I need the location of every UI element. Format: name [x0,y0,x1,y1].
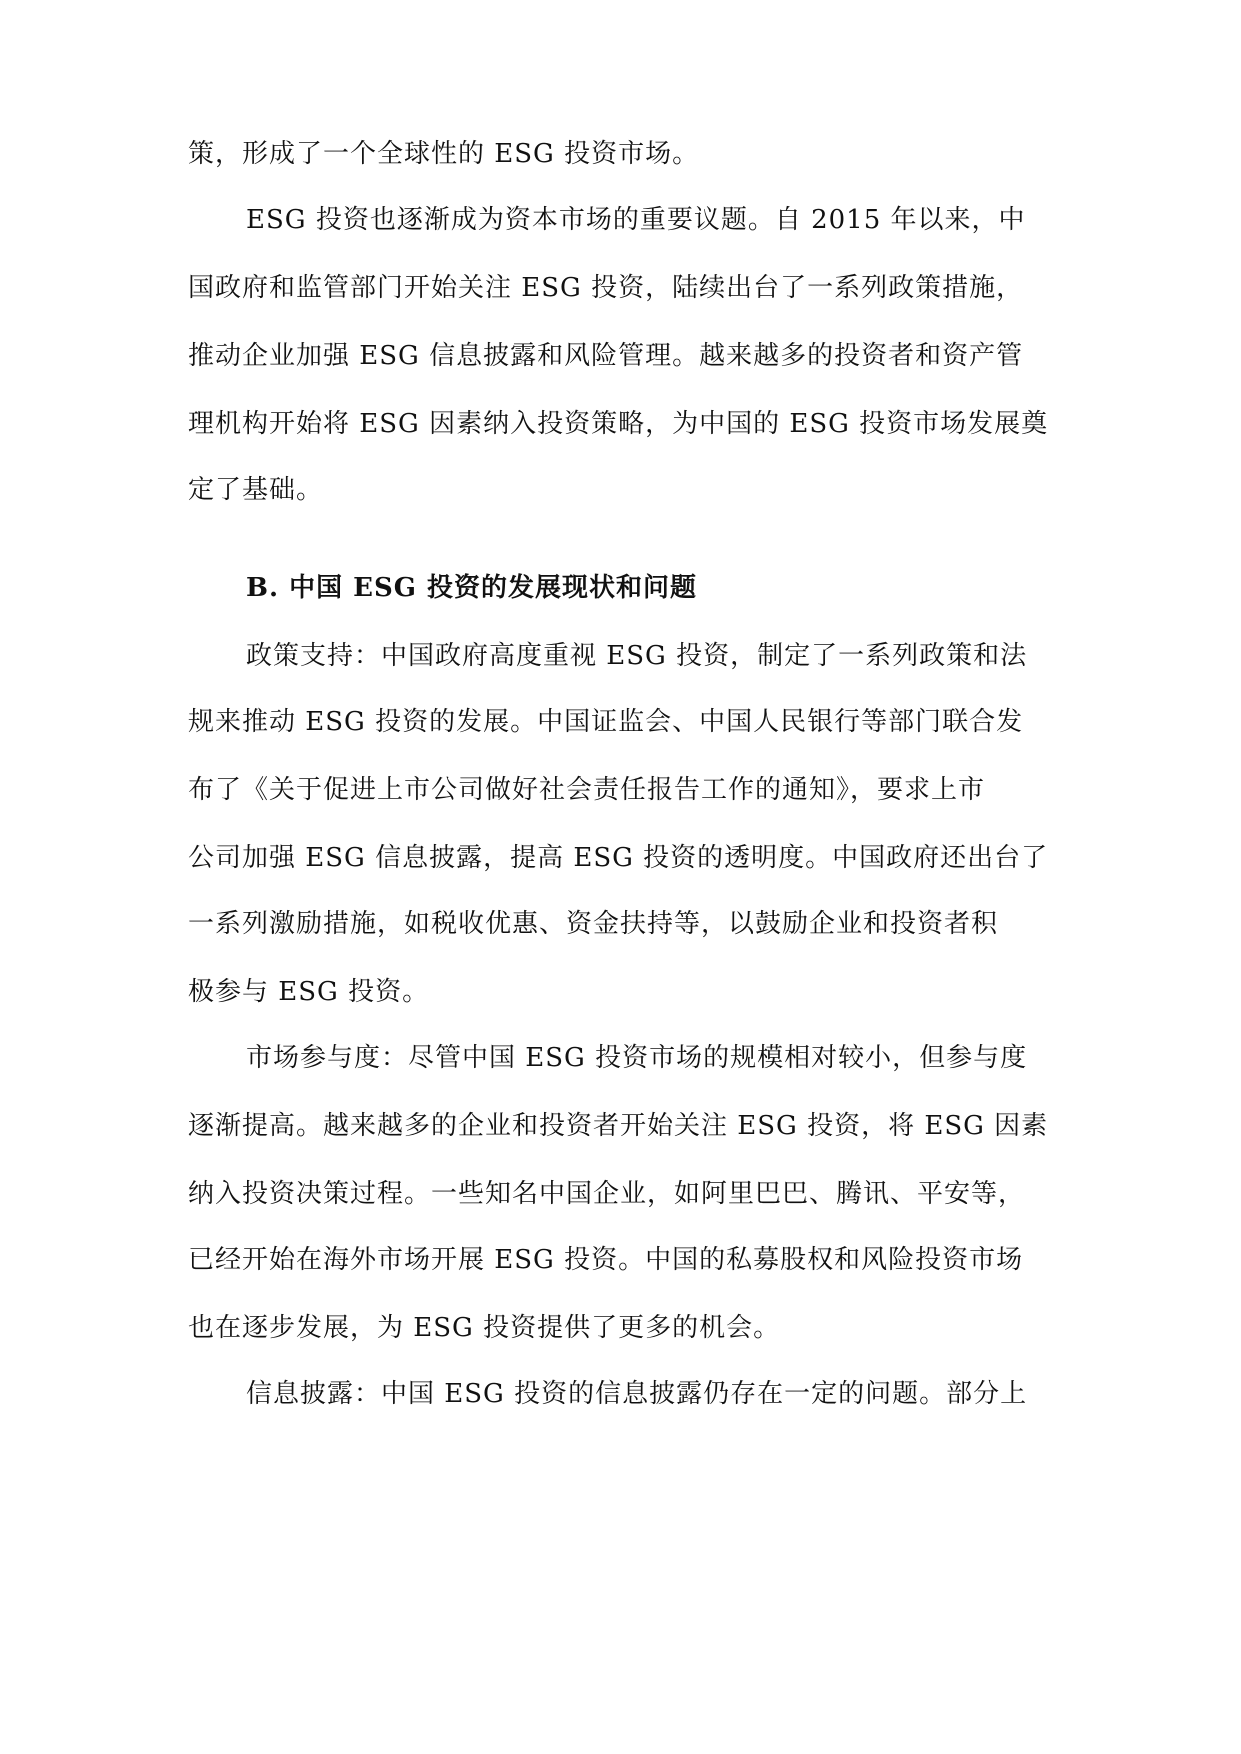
text-line: 市场参与度：尽管中国 ESG 投资市场的规模相对较小，但参与度 [246,1043,1028,1073]
text-line: 逐渐提高。越来越多的企业和投资者开始关注 ESG 投资，将 ESG 因素 [188,1111,1049,1141]
section-heading: B. 中国 ESG 投资的发展现状和问题 [246,573,697,603]
text-line: 国政府和监管部门开始关注 ESG 投资，陆续出台了一系列政策措施， [188,273,1024,303]
text-line: 纳入投资决策过程。一些知名中国企业，如阿里巴巴、腾讯、平安等， [188,1179,1026,1209]
text-line: 布了《关于促进上市公司做好社会责任报告工作的通知》，要求上市 [188,775,986,805]
text-line: 公司加强 ESG 信息披露，提高 ESG 投资的透明度。中国政府还出台了 [188,843,1049,873]
text-line: 策，形成了一个全球性的 ESG 投资市场。 [188,139,700,169]
text-line: 信息披露：中国 ESG 投资的信息披露仍存在一定的问题。部分上 [246,1379,1028,1409]
text-line: 理机构开始将 ESG 因素纳入投资策略，为中国的 ESG 投资市场发展奠 [188,409,1049,439]
text-line: ESG 投资也逐渐成为资本市场的重要议题。自 2015 年以来，中 [246,205,1026,235]
text-line: 已经开始在海外市场开展 ESG 投资。中国的私募股权和风险投资市场 [188,1245,1024,1275]
text-line: 政策支持：中国政府高度重视 ESG 投资，制定了一系列政策和法 [246,641,1028,671]
text-line: 推动企业加强 ESG 信息披露和风险管理。越来越多的投资者和资产管 [188,341,1024,371]
text-line: 一系列激励措施，如税收优惠、资金扶持等，以鼓励企业和投资者积 [188,909,999,939]
text-line: 也在逐步发展，为 ESG 投资提供了更多的机会。 [188,1313,781,1343]
text-line: 规来推动 ESG 投资的发展。中国证监会、中国人民银行等部门联合发 [188,707,1024,737]
text-line: 极参与 ESG 投资。 [188,977,430,1007]
text-line: 定了基础。 [188,475,324,505]
